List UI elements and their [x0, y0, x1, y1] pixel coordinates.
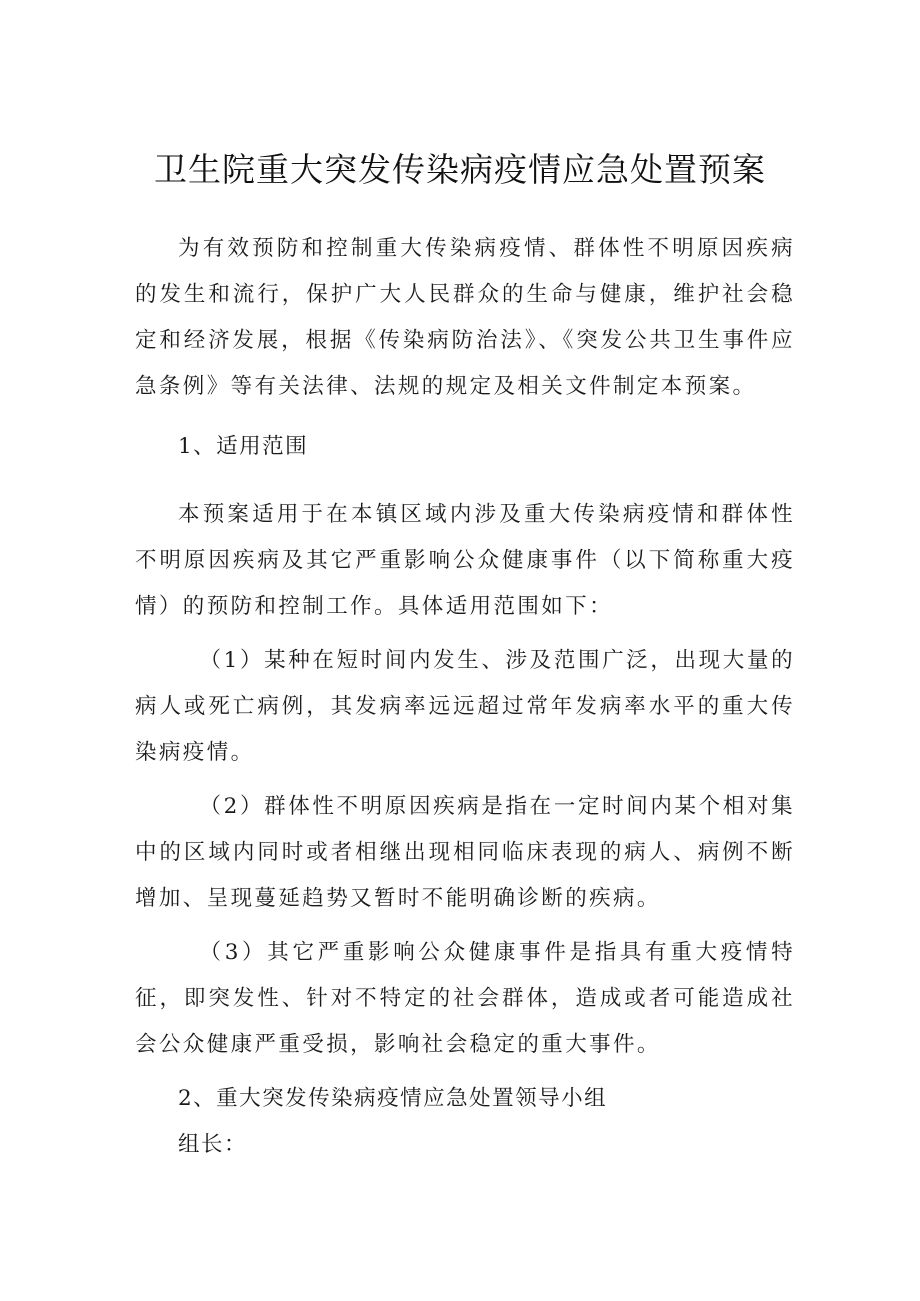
scope-item-3: （3）其它严重影响公众健康事件是指具有重大疫情特征，即突发性、针对不特定的社会群体，造成或者可能造成社会公众健康严重受损，影响社会稳定的重大事件。 — [135, 940, 795, 1057]
leader-label: 组长： — [178, 1132, 248, 1157]
document-title: 卫生院重大突发传染病疫情应急处置预案 — [154, 150, 766, 189]
intro-paragraph: 为有效预防和控制重大传染病疫情、群体性不明原因疾病的发生和流行，保护广大人民群众的生命与健康，维护社会稳定和经济发展，根据《传染病防治法》、《突发公共卫生事件应急条例》等有关法律、法规的规定及相关文件制定本预案。 — [135, 236, 795, 399]
section-1-heading: 1、适用范围 — [178, 434, 309, 459]
scope-item-1: （1）某种在短时间内发生、涉及范围广泛，出现大量的病人或死亡病例，其发病率远远超过常年发病率水平的重大传染病疫情。 — [135, 648, 795, 765]
section-2-heading: 2、重大突发传染病疫情应急处置领导小组 — [178, 1086, 608, 1111]
section-1-scope-paragraph: 本预案适用于在本镇区域内涉及重大传染病疫情和群体性不明原因疾病及其它严重影响公众健康事件（以下简称重大疫情）的预防和控制工作。具体适用范围如下： — [135, 502, 795, 619]
scope-item-2: （2）群体性不明原因疾病是指在一定时间内某个相对集中的区域内同时或者相继出现相同临床表现的病人、病例不断增加、呈现蔓延趋势又暂时不能明确诊断的疾病。 — [135, 794, 795, 911]
